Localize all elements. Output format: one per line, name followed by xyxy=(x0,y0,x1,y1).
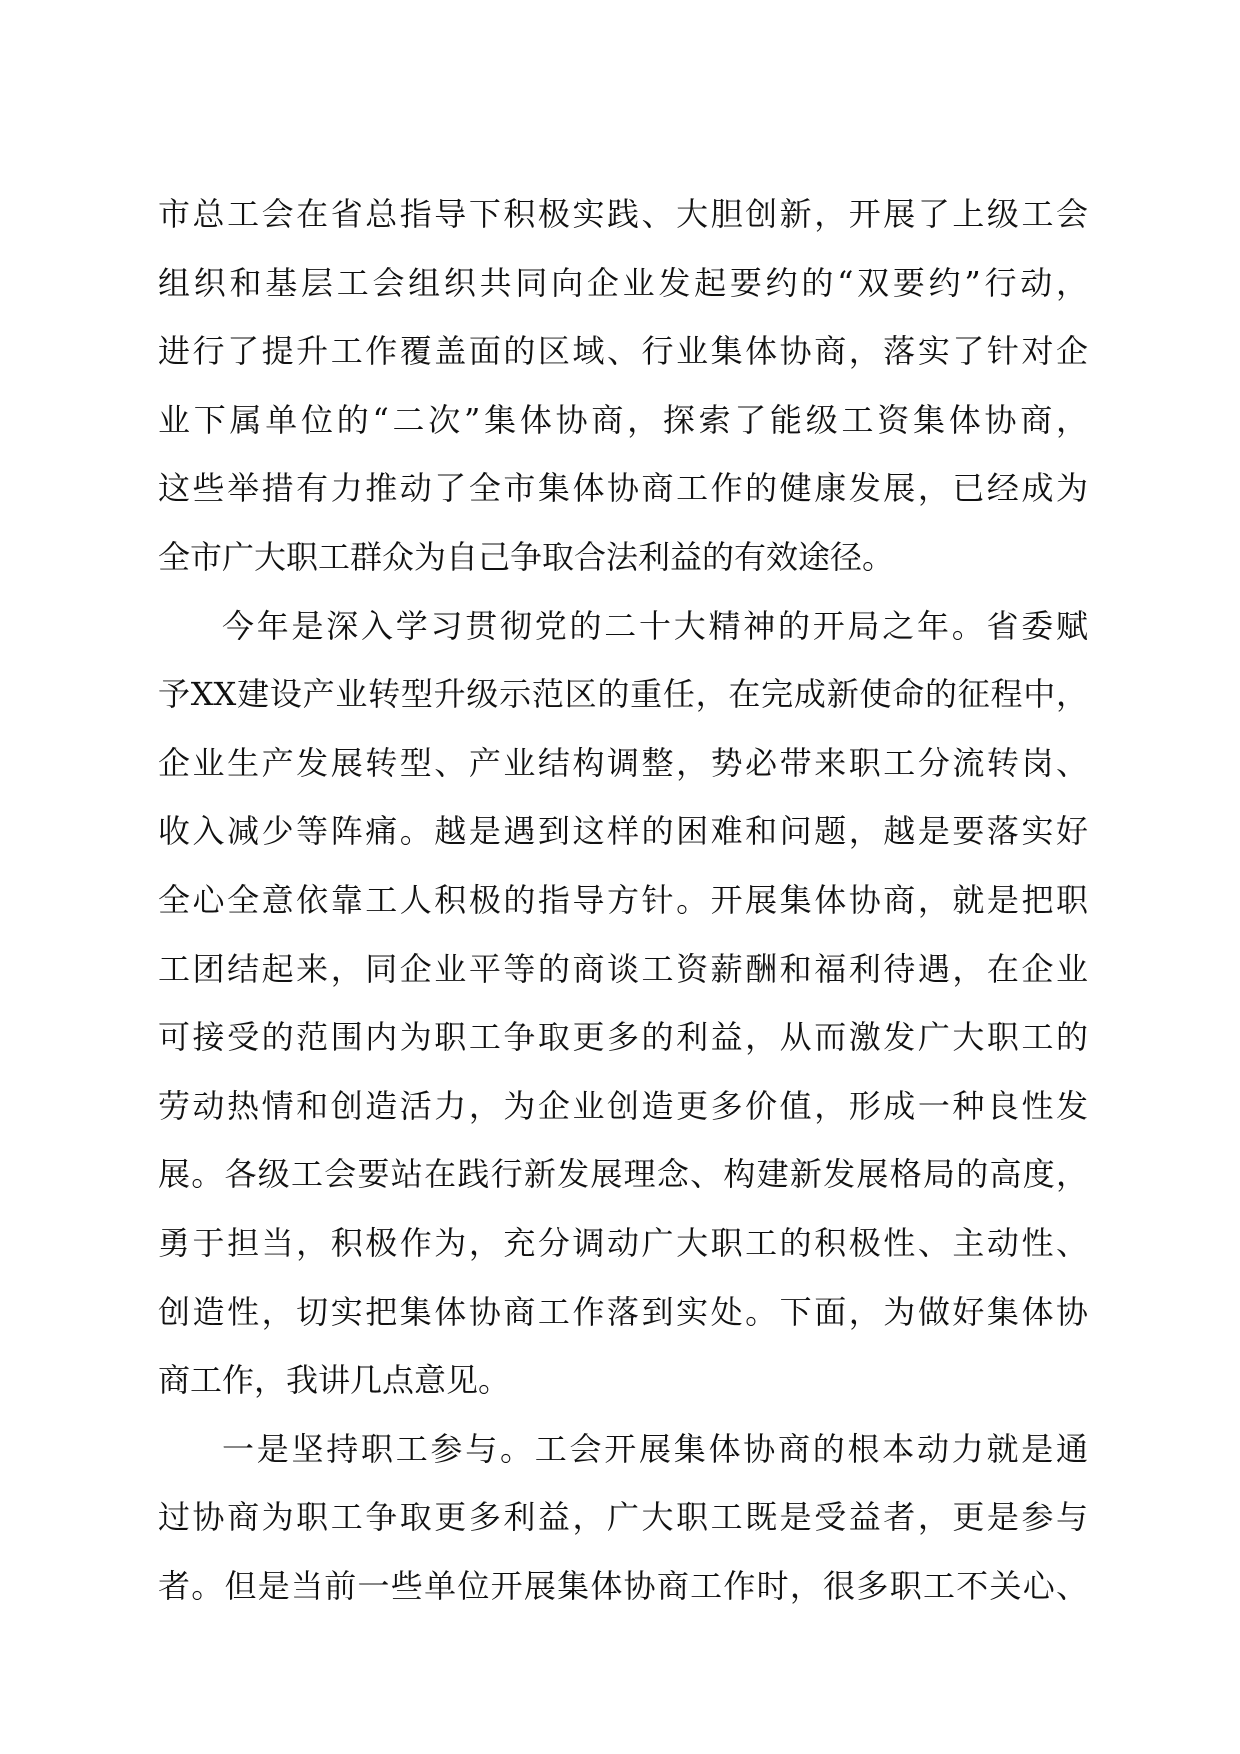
paragraph-start-line: 今年是深入学习贯彻党的二十大精神的开局之年。省委赋 xyxy=(222,606,1088,645)
text-line: 企业生产发展转型、产业结构调整，势必带来职工分流转岗、 xyxy=(158,743,1088,782)
text-line: 者。但是当前一些单位开展集体协商工作时，很多职工不关心、 xyxy=(158,1566,1088,1605)
text-line: 收入减少等阵痛。越是遇到这样的困难和问题，越是要落实好 xyxy=(158,812,1088,851)
text-line: 商工作，我讲几点意见。 xyxy=(158,1361,511,1400)
text-line: 业下属单位的“二次”集体协商，探索了能级工资集体协商， xyxy=(158,400,1088,439)
text-line: 全市广大职工群众为自己争取合法利益的有效途径。 xyxy=(158,537,895,576)
text-line: 组织和基层工会组织共同向企业发起要约的“双要约”行动， xyxy=(158,263,1088,302)
text-line: 予XX建设产业转型升级示范区的重任，在完成新使命的征程中， xyxy=(158,675,1088,714)
text-line: 进行了提升工作覆盖面的区域、行业集体协商，落实了针对企 xyxy=(158,332,1088,371)
text-line: 展。各级工会要站在践行新发展理念、构建新发展格局的高度， xyxy=(158,1155,1088,1194)
document-body xyxy=(158,180,1088,1620)
paragraph-start-line: 一是坚持职工参与。工会开展集体协商的根本动力就是通 xyxy=(222,1429,1088,1468)
text-line: 过协商为职工争取更多利益，广大职工既是受益者，更是参与 xyxy=(158,1498,1088,1537)
text-line: 劳动热情和创造活力，为企业创造更多价值，形成一种良性发 xyxy=(158,1086,1088,1125)
text-line: 这些举措有力推动了全市集体协商工作的健康发展，已经成为 xyxy=(158,469,1088,508)
text-line: 全心全意依靠工人积极的指导方针。开展集体协商，就是把职 xyxy=(158,880,1088,919)
text-line: 勇于担当，积极作为，充分调动广大职工的积极性、主动性、 xyxy=(158,1223,1088,1262)
text-line: 市总工会在省总指导下积极实践、大胆创新，开展了上级工会 xyxy=(158,195,1088,233)
text-line: 工团结起来，同企业平等的商谈工资薪酬和福利待遇，在企业 xyxy=(158,949,1088,988)
text-line: 可接受的范围内为职工争取更多的利益，从而激发广大职工的 xyxy=(158,1018,1088,1057)
text-line: 创造性，切实把集体协商工作落到实处。下面，为做好集体协 xyxy=(158,1292,1088,1331)
